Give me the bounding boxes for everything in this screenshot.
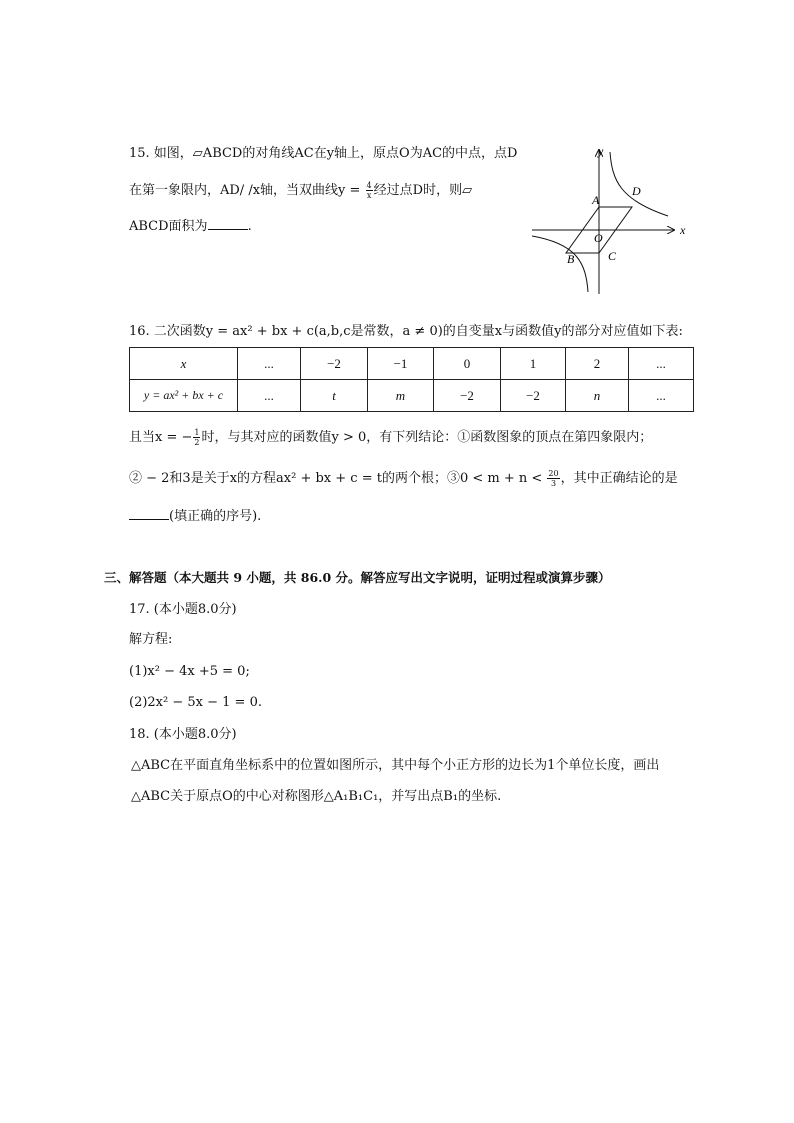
q17-header: 17. (本小题8.0分) xyxy=(129,602,237,617)
label-d: D xyxy=(632,184,641,198)
table-cell: n xyxy=(566,380,629,412)
q15-line1: 15. 如图，▱ABCD的对角线AC在y轴上，原点O为AC的中点，点D xyxy=(129,146,518,161)
q17-equation-1: (1)x² − 4x +5 = 0; xyxy=(129,664,250,679)
table-cell: x xyxy=(130,348,238,380)
table-cell: −2 xyxy=(301,348,368,380)
q18-line1: △ABC在平面直角坐标系中的位置如图所示，其中每个小正方形的边长为1个单位长度，画出 xyxy=(131,758,660,773)
q16-stmt-b: ，其中正确结论的是 xyxy=(560,471,678,486)
q16-stmt-a: ② − 2和3是关于x的方程ax² + bx + c = t的两个根；③0 < m + n < xyxy=(129,471,547,486)
q16-cond-a: 且当x = − xyxy=(129,430,193,445)
q15-frac-den: x xyxy=(366,191,372,200)
q16-stmt-den: 3 xyxy=(550,479,557,488)
q15-line3 xyxy=(129,217,252,236)
q15-figure xyxy=(528,140,688,296)
label-y: y xyxy=(598,144,604,158)
q16-intro: 16. 二次函数y = ax² + bx + c(a,b,c是常数，a ≠ 0)的自变量x与函数值y的部分对应值如下表: xyxy=(129,324,683,339)
table-cell: ... xyxy=(629,380,694,412)
table-cell: −1 xyxy=(368,348,434,380)
q15-fraction xyxy=(366,181,373,200)
q16-cond-num: 1 xyxy=(194,428,200,437)
label-c: C xyxy=(608,249,617,263)
q15-line3-end: . xyxy=(247,219,252,234)
q15-answer-blank xyxy=(208,217,248,230)
hyperbola-q3 xyxy=(532,236,588,292)
q16-cond-b: 时，与其对应的函数值y > 0，有下列结论：①函数图象的顶点在第四象限内； xyxy=(201,430,653,445)
label-o: O xyxy=(594,231,603,245)
label-x: x xyxy=(680,223,686,237)
table-cell: ... xyxy=(238,380,301,412)
table-row xyxy=(130,380,694,412)
table-cell: 2 xyxy=(566,348,629,380)
section3-heading: 三、解答题（本大题共 9 小题，共 86.0 分。解答应写出文字说明，证明过程或演算步骤） xyxy=(104,570,611,585)
q16-fill-line xyxy=(129,507,261,526)
q16-answer-blank xyxy=(129,507,169,520)
q17-instruction: 解方程: xyxy=(129,632,173,647)
table-row xyxy=(130,348,694,380)
q16-cond-fraction xyxy=(193,428,200,447)
table-cell: 1 xyxy=(501,348,566,380)
table-cell: ... xyxy=(629,348,694,380)
q18-line2: △ABC关于原点O的中心对称图形△A₁B₁C₁，并写出点B₁的坐标. xyxy=(131,789,502,804)
table-cell: t xyxy=(301,380,368,412)
table-cell: y = ax² + bx + c xyxy=(130,380,238,412)
q15-line2 xyxy=(129,181,472,200)
q16-value-table xyxy=(129,347,694,412)
q18-header: 18. (本小题8.0分) xyxy=(129,727,237,742)
q15-frac-num: 4 xyxy=(366,181,372,190)
q15-line2-b: 经过点D时，则▱ xyxy=(373,183,473,198)
label-a: A xyxy=(592,193,600,207)
q15-line2-a: 在第一象限内，AD/ /x轴，当双曲线y = xyxy=(129,183,365,198)
q16-condition xyxy=(129,428,652,447)
q15-line3-text: ABCD面积为 xyxy=(129,219,208,234)
table-cell: −2 xyxy=(501,380,566,412)
q16-stmt-fraction xyxy=(547,469,559,488)
table-cell: −2 xyxy=(434,380,501,412)
q16-stmt-num: 20 xyxy=(548,469,559,478)
q16-cond-den: 2 xyxy=(194,438,200,447)
label-b: B xyxy=(567,252,575,266)
q16-fill: (填正确的序号). xyxy=(169,509,262,524)
q17-equation-2: (2)2x² − 5x − 1 = 0. xyxy=(129,695,262,710)
table-cell: 0 xyxy=(434,348,501,380)
table-cell: ... xyxy=(238,348,301,380)
table-cell: m xyxy=(368,380,434,412)
q16-statement xyxy=(129,469,678,488)
